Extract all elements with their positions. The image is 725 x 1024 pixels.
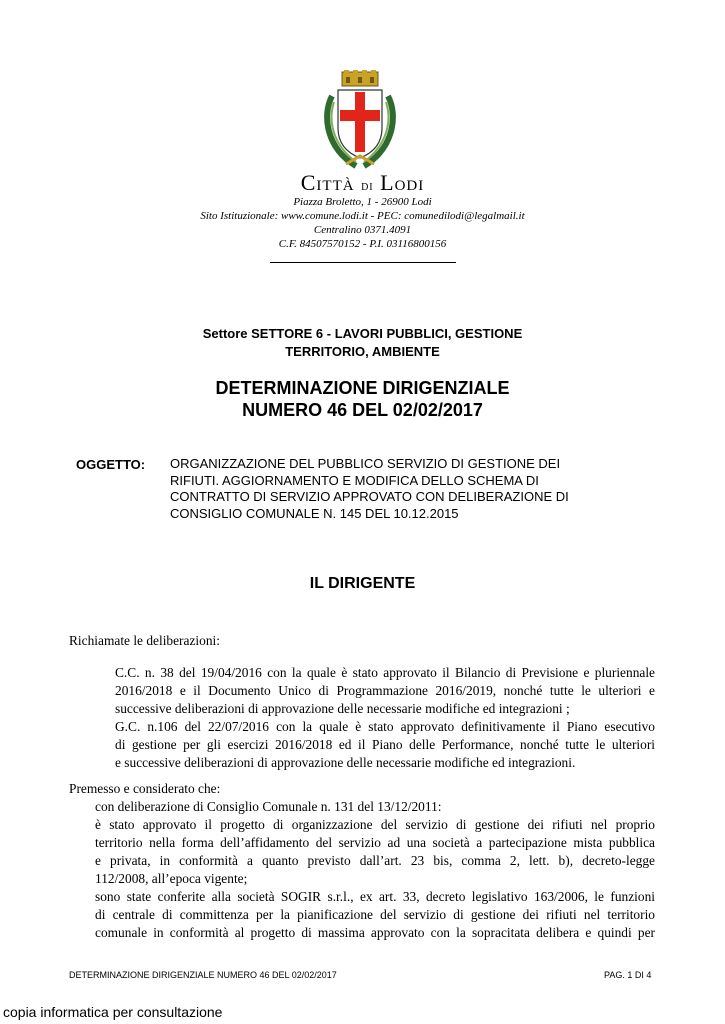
body-line: sono state conferite alla società SOGIR s.r.l., ex art. 33, decreto legislativo 163/2006, le funzioni [95, 889, 655, 904]
settore-line: TERRITORIO, AMBIENTE [285, 344, 440, 359]
determination-title [0, 377, 725, 421]
header-divider [270, 262, 456, 263]
oggetto-line: CONSIGLIO COMUNALE N. 145 DEL 10.12.2015 [170, 505, 459, 521]
body-line: di gestione per gli esercizi 2016/2018 ed il Piano delle Performance, nonché tutte le ulteriori [115, 737, 655, 752]
body-line: territorio nella forma dell’affidamento del servizio ad una società a partecipazione mista pubblica [95, 835, 655, 850]
body-line: e privata, in conformità a quanto previsto dall’art. 23 bis, comma 2, lett. b), decreto-legge [95, 853, 655, 868]
deliberations-list [115, 664, 655, 772]
determination-line: DETERMINAZIONE DIRIGENZIALE [215, 378, 510, 398]
body-line: e successive deliberazioni di approvazione delle necessarie modifiche ed integrazioni. [115, 755, 576, 770]
body-line: di centrale di committenza per la pianificazione del servizio di gestione dei rifiuti nel territorio [95, 907, 655, 922]
settore-line: Settore SETTORE 6 - LAVORI PUBBLICI, GESTIONE [202, 326, 523, 341]
body-line: 2016/2018 e il Documento Unico di Programmazione 2016/2019, nonché tutte le ulteriori e [115, 683, 655, 698]
city-name-part: di [361, 179, 374, 194]
fiscal-line: C.F. 84507570152 - P.I. 03116800156 [278, 238, 447, 250]
city-name-part: Città [300, 170, 355, 195]
address-line: Piazza Broletto, 1 - 26900 Lodi [293, 196, 432, 208]
phone-line: Centralino 0371.4091 [313, 224, 412, 236]
page-number: PAG. 1 DI 4 [604, 970, 652, 980]
premesso-list [95, 798, 655, 942]
body-line: C.C. n. 38 del 19/04/2016 con la quale è stato approvato il Bilancio di Previsione e pluriennale [115, 665, 655, 680]
body-line: G.C. n.106 del 22/07/2016 con la quale è stato approvato definitivamente il Piano esecutivo [115, 719, 655, 734]
settore-heading [0, 325, 725, 361]
oggetto-label: OGGETTO: [76, 457, 146, 472]
body-line: comunale in conformità al progetto di massima approvato con la sopracitata delibera e quindi per [95, 925, 655, 940]
body-line: successive deliberazioni di approvazione delle necessarie modifiche ed integrazioni ; [115, 701, 570, 716]
website-line: Sito Istituzionale: www.comune.lodi.it - PEC: comunedilodi@legalmail.it [200, 210, 525, 222]
oggetto-line: CONTRATTO DI SERVIZIO APPROVATO CON DELIBERAZIONE DI [170, 489, 569, 504]
body-line: è stato approvato il progetto di organizzazione del servizio di gestione dei rifiuti nel proprio [95, 817, 655, 832]
watermark-text: copia informatica per consultazione [3, 1004, 223, 1020]
body-line: 112/2008, all’epoca vigente; [95, 871, 248, 886]
determination-line: NUMERO 46 DEL 02/02/2017 [242, 400, 483, 420]
oggetto-line: RIFIUTI. AGGIORNAMENTO E MODIFICA DELLO SCHEMA DI [170, 472, 539, 488]
city-name-part: Lodi [380, 170, 425, 195]
city-crest-logo [320, 70, 400, 170]
premesso-paragraph: Premesso e considerato che: [69, 781, 221, 796]
footer-left: DETERMINAZIONE DIRIGENZIALE NUMERO 46 DEL 02/02/2017 [69, 970, 337, 980]
oggetto-line: ORGANIZZAZIONE DEL PUBBLICO SERVIZIO DI GESTIONE DEI [170, 456, 561, 471]
section-heading: IL DIRIGENTE [309, 575, 416, 592]
richiamate-paragraph: Richiamate le deliberazioni: [69, 633, 220, 648]
oggetto-text [170, 456, 640, 522]
body-line: con deliberazione di Consiglio Comunale n. 131 del 13/12/2011: [95, 799, 442, 814]
